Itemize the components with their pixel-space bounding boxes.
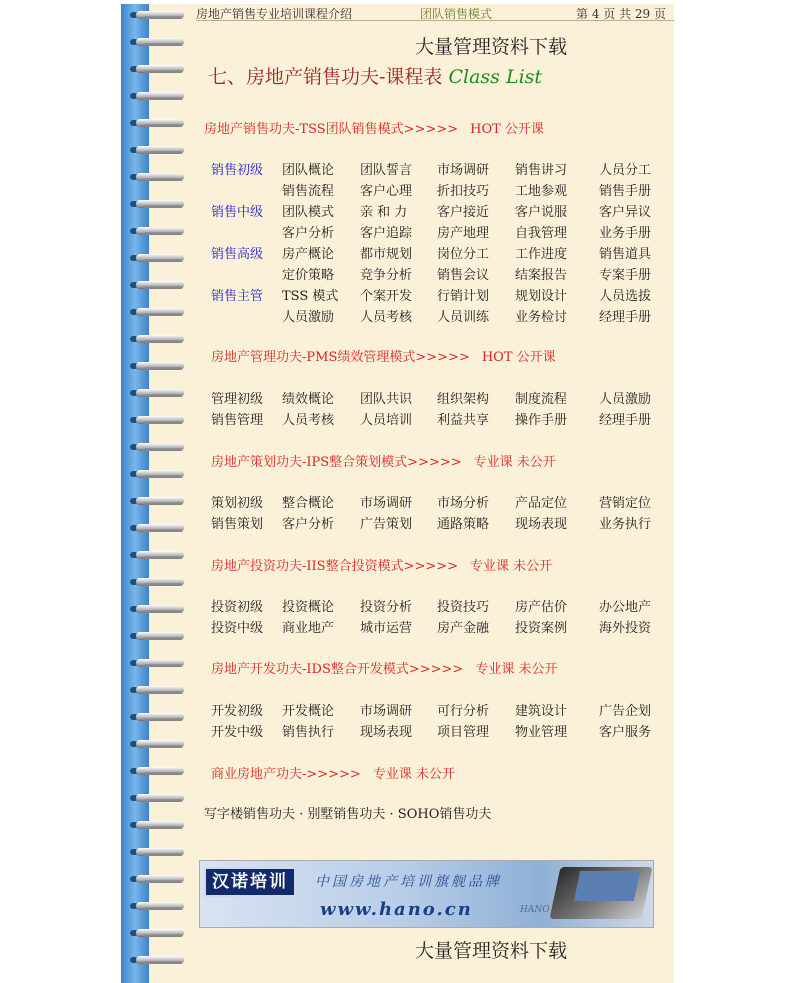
course-level: 策划初级 bbox=[211, 496, 264, 511]
course-level: 销售初级 bbox=[211, 163, 264, 178]
binder-ring bbox=[130, 469, 184, 479]
binder-ring bbox=[130, 631, 184, 641]
course-item: 客户接近 bbox=[437, 205, 490, 220]
binder-ring bbox=[130, 766, 184, 776]
course-item: 房产概论 bbox=[282, 247, 335, 262]
course-item: 整合概论 bbox=[282, 496, 335, 511]
course-item: 市场分析 bbox=[437, 496, 490, 511]
binder-ring bbox=[130, 388, 184, 398]
course-item: 人员激励 bbox=[282, 310, 335, 325]
course-item: 人员考核 bbox=[360, 310, 413, 325]
binder-ring bbox=[130, 712, 184, 722]
binder-ring bbox=[130, 820, 184, 830]
course-item: 人员培训 bbox=[360, 413, 413, 428]
binder-ring bbox=[130, 604, 184, 614]
course-item: 客户服务 bbox=[599, 725, 652, 740]
binder-ring bbox=[130, 658, 184, 668]
binder-ring bbox=[130, 415, 184, 425]
section-heading bbox=[211, 658, 557, 677]
ad-slogan: 中国房地产培训旗舰品牌 bbox=[315, 874, 502, 890]
binder-ring bbox=[130, 523, 184, 533]
section-tag: HOT 公开课 bbox=[481, 350, 556, 365]
course-level: 投资初级 bbox=[211, 600, 264, 615]
course-item: 工作进度 bbox=[515, 247, 568, 262]
course-item: 产品定位 bbox=[515, 496, 568, 511]
course-item: 业务执行 bbox=[599, 517, 652, 532]
course-level: 投资中级 bbox=[211, 621, 264, 636]
section-title: 房地产管理功夫-PMS绩效管理模式>>>>> bbox=[211, 350, 470, 365]
course-level: 销售策划 bbox=[211, 517, 264, 532]
course-item: 客户分析 bbox=[282, 517, 335, 532]
course-item: 房产金融 bbox=[437, 621, 490, 636]
course-item: 客户追踪 bbox=[360, 226, 413, 241]
section-tag: 专业课 未公开 bbox=[473, 455, 556, 470]
section-title: 房地产开发功夫-IDS整合开发模式>>>>> bbox=[211, 662, 464, 677]
course-item: 项目管理 bbox=[437, 725, 490, 740]
other-courses-note: 写字楼销售功夫 · 别墅销售功夫 · SOHO销售功夫 bbox=[204, 807, 492, 822]
course-item: 销售流程 bbox=[282, 184, 335, 199]
course-item: 办公地产 bbox=[599, 600, 652, 615]
course-item: 专案手册 bbox=[599, 268, 652, 283]
section-title: 房地产投资功夫-IIS整合投资模式>>>>> bbox=[211, 559, 459, 574]
header-chapter: 团队销售模式 bbox=[420, 7, 493, 21]
binder-ring bbox=[130, 496, 184, 506]
course-item: 工地参观 bbox=[515, 184, 568, 199]
course-item: 人员选拔 bbox=[599, 289, 652, 304]
section-heading bbox=[211, 346, 556, 365]
binder-ring bbox=[130, 793, 184, 803]
course-item: 现场表现 bbox=[515, 517, 568, 532]
laptop-screen-icon bbox=[574, 871, 640, 901]
course-item: 亲 和 力 bbox=[360, 205, 408, 220]
ad-logo: 汉诺培训 bbox=[204, 867, 296, 897]
course-item: 建筑设计 bbox=[515, 704, 568, 719]
course-level: 开发中级 bbox=[211, 725, 264, 740]
course-item: 利益共享 bbox=[437, 413, 490, 428]
course-item: 投资分析 bbox=[360, 600, 413, 615]
course-item: 都市规划 bbox=[360, 247, 413, 262]
ad-small-brand: HANO bbox=[520, 905, 550, 915]
course-item: 定价策略 bbox=[282, 268, 335, 283]
course-item: 业务检讨 bbox=[515, 310, 568, 325]
course-item: 营销定位 bbox=[599, 496, 652, 511]
title-en: Class List bbox=[448, 66, 543, 88]
course-item: 广告策划 bbox=[360, 517, 413, 532]
section-title: 商业房地产功夫->>>>> bbox=[211, 767, 361, 782]
binder-ring bbox=[130, 145, 184, 155]
course-level: 销售中级 bbox=[211, 205, 264, 220]
header-page-count: 第 4 页 共 29 页 bbox=[576, 7, 666, 21]
course-item: 人员考核 bbox=[282, 413, 335, 428]
course-item: 人员激励 bbox=[599, 392, 652, 407]
binder-ring bbox=[130, 739, 184, 749]
course-item: 商业地产 bbox=[282, 621, 335, 636]
course-item: 销售执行 bbox=[282, 725, 335, 740]
header-doc-title: 房地产销售专业培训课程介绍 bbox=[196, 7, 353, 21]
section-tag: 专业课 未公开 bbox=[470, 559, 553, 574]
course-item: 销售会议 bbox=[437, 268, 490, 283]
binder-ring bbox=[130, 577, 184, 587]
course-item: 制度流程 bbox=[515, 392, 568, 407]
page-header bbox=[196, 4, 674, 21]
course-item: 团队誓言 bbox=[360, 163, 413, 178]
binder-ring bbox=[130, 442, 184, 452]
section-title: 房地产策划功夫-IPS整合策划模式>>>>> bbox=[211, 455, 462, 470]
section-tag: HOT 公开课 bbox=[470, 122, 544, 137]
banner-bottom-link[interactable]: 大量管理资料下载 bbox=[415, 940, 568, 962]
page-title bbox=[208, 62, 542, 89]
course-item: 投资案例 bbox=[515, 621, 568, 636]
course-item: 结案报告 bbox=[515, 268, 568, 283]
binder-ring bbox=[130, 307, 184, 317]
course-item: 房产估价 bbox=[515, 600, 568, 615]
course-level: 销售主管 bbox=[211, 289, 264, 304]
course-item: 团队概论 bbox=[282, 163, 335, 178]
course-item: 竞争分析 bbox=[360, 268, 413, 283]
course-item: 销售讲习 bbox=[515, 163, 568, 178]
course-item: 房产地理 bbox=[437, 226, 490, 241]
course-level: 销售高级 bbox=[211, 247, 264, 262]
course-item: 物业管理 bbox=[515, 725, 568, 740]
course-item: 客户说服 bbox=[515, 205, 568, 220]
course-item: 城市运营 bbox=[360, 621, 413, 636]
course-item: 现场表现 bbox=[360, 725, 413, 740]
course-item: 可行分析 bbox=[437, 704, 490, 719]
binder-ring bbox=[130, 685, 184, 695]
course-item: 投资概论 bbox=[282, 600, 335, 615]
binder-ring bbox=[130, 10, 184, 20]
course-item: 人员训练 bbox=[437, 310, 490, 325]
binder-ring bbox=[130, 118, 184, 128]
course-item: 市场调研 bbox=[360, 496, 413, 511]
section-heading bbox=[211, 451, 556, 470]
section-tag: 专业课 未公开 bbox=[372, 767, 455, 782]
course-item: 市场调研 bbox=[437, 163, 490, 178]
binder-ring bbox=[130, 901, 184, 911]
binder-ring bbox=[130, 226, 184, 236]
course-item: 人员分工 bbox=[599, 163, 652, 178]
section-tag: 专业课 未公开 bbox=[475, 662, 558, 677]
course-item: 团队共识 bbox=[360, 392, 413, 407]
course-item: 海外投资 bbox=[599, 621, 652, 636]
course-item: 销售手册 bbox=[599, 184, 652, 199]
course-item: 通路策略 bbox=[437, 517, 490, 532]
course-item: 销售道具 bbox=[599, 247, 652, 262]
course-item: 行销计划 bbox=[437, 289, 490, 304]
course-item: 开发概论 bbox=[282, 704, 335, 719]
title-cn: 七、房地产销售功夫-课程表 bbox=[208, 66, 443, 88]
binder-ring bbox=[130, 550, 184, 560]
course-item: 折扣技巧 bbox=[437, 184, 490, 199]
ad-banner[interactable] bbox=[199, 860, 654, 928]
course-level: 开发初级 bbox=[211, 704, 264, 719]
binder-ring bbox=[130, 64, 184, 74]
course-item: 自我管理 bbox=[515, 226, 568, 241]
course-item: 组织架构 bbox=[437, 392, 490, 407]
ad-url: www.hano.cn bbox=[320, 899, 473, 920]
binder-ring bbox=[130, 955, 184, 965]
section-heading bbox=[211, 763, 455, 782]
banner-top-link[interactable]: 大量管理资料下载 bbox=[415, 36, 568, 58]
course-item: 客户心理 bbox=[360, 184, 413, 199]
course-item: 岗位分工 bbox=[437, 247, 490, 262]
course-item: 市场调研 bbox=[360, 704, 413, 719]
section-heading bbox=[211, 555, 552, 574]
course-item: 规划设计 bbox=[515, 289, 568, 304]
binder-ring bbox=[130, 361, 184, 371]
binder-ring bbox=[130, 874, 184, 884]
course-item: 个案开发 bbox=[360, 289, 413, 304]
binder-ring bbox=[130, 199, 184, 209]
section-title: 房地产销售功夫-TSS团队销售模式>>>>> bbox=[204, 122, 459, 137]
binder-ring bbox=[130, 928, 184, 938]
binder-ring bbox=[130, 37, 184, 47]
course-item: 客户异议 bbox=[599, 205, 652, 220]
binder-ring bbox=[130, 847, 184, 857]
course-level: 销售管理 bbox=[211, 413, 264, 428]
course-item: 绩效概论 bbox=[282, 392, 335, 407]
course-item: 经理手册 bbox=[599, 413, 652, 428]
course-item: 业务手册 bbox=[599, 226, 652, 241]
course-item: 客户分析 bbox=[282, 226, 335, 241]
binder-ring bbox=[130, 91, 184, 101]
binder-ring bbox=[130, 334, 184, 344]
binder-ring bbox=[130, 253, 184, 263]
course-item: 经理手册 bbox=[599, 310, 652, 325]
course-item: 投资技巧 bbox=[437, 600, 490, 615]
course-item: TSS 模式 bbox=[282, 289, 339, 304]
course-item: 团队模式 bbox=[282, 205, 335, 220]
section-heading bbox=[204, 118, 544, 137]
course-item: 操作手册 bbox=[515, 413, 568, 428]
course-item: 广告企划 bbox=[599, 704, 652, 719]
binder-ring bbox=[130, 280, 184, 290]
binder-ring bbox=[130, 172, 184, 182]
course-level: 管理初级 bbox=[211, 392, 264, 407]
